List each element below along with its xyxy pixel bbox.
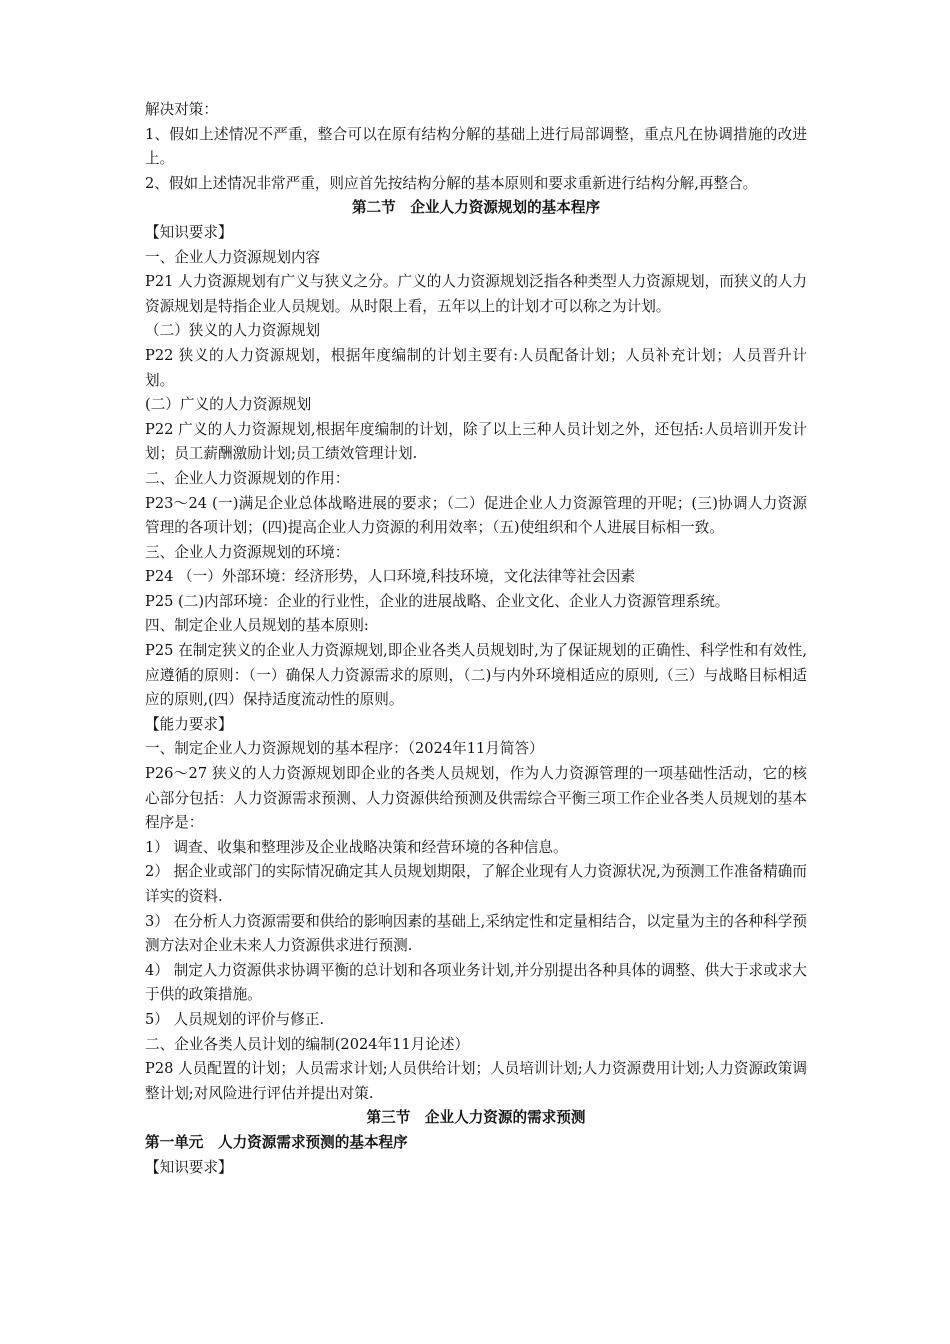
document-page — [145, 98, 807, 1180]
bracket-label: 【知识要求】 — [145, 223, 233, 241]
subheading: （二）狭义的人力资源规划 — [145, 322, 321, 340]
subheading: 四、制定企业人员规划的基本原则: — [145, 617, 369, 635]
subheading: 三、企业人力资源规划的环境： — [145, 543, 350, 561]
list-item: 1） 调查、收集和整理涉及企业战略决策和经营环境的各种信息。 — [145, 838, 568, 856]
subheading: 二、企业人力资源规划的作用： — [145, 469, 350, 487]
text-line: 解决对策： — [145, 101, 218, 118]
list-item: 2） 据企业或部门的实际情况确定其人员规划期限，了解企业现有人力资源状况,为预测工作准备精确而详实的资料. — [145, 863, 807, 905]
text-paragraph: P22 狭义的人力资源规划，根据年度编制的计划主要有:人员配备计划；人员补充计划；人员晋升计划。 — [145, 346, 807, 389]
text-paragraph: P24 （一）外部环境：经济形势，人口环境,科技环境，文化法律等社会因素 — [145, 568, 636, 586]
bracket-label: 【能力要求】 — [145, 715, 233, 733]
list-item: 5） 人员规划的评价与修正. — [145, 1010, 325, 1028]
text-paragraph: P22 广义的人力资源规划,根据年度编制的计划，除了以上三种人员计划之外，还包括:人员培训开发计划；员工薪酬激励计划;员工绩效管理计划. — [145, 420, 807, 463]
list-item: 4） 制定人力资源供求协调平衡的总计划和各项业务计划,并分别提出各种具体的调整、供大于求或求大于供的政策措施。 — [145, 961, 807, 1004]
subheading: 一、企业人力资源规划内容 — [145, 248, 321, 266]
subheading: 二、企业各类人员计划的编制(2024年11月论述） — [145, 1035, 470, 1053]
text-paragraph: P25 在制定狭义的企业人力资源规划,即企业各类人员规划时,为了保证规划的正确性、科学性和有效性,应遵循的原则：（一）确保人力资源需求的原则，（二)与内外环境相适应的原则,（三）与战略目标相适应的原则,(四）保持适度流动性的原则。 — [145, 642, 807, 709]
unit-heading: 第一单元 人力资源需求预测的基本程序 — [145, 1133, 408, 1151]
section-heading: 第二节 企业人力资源规划的基本程序 — [351, 199, 601, 217]
subheading: (二）广义的人力资源规划 — [145, 396, 312, 414]
text-paragraph: P28 人员配置的计划；人员需求计划;人员供给计划；人员培训计划;人力资源费用计划;人力资源政策调整计划;对风险进行评估并提出对策. — [145, 1060, 807, 1102]
subheading: 一、制定企业人力资源规划的基本程序：（2024年11月简答） — [145, 740, 544, 758]
list-item: 3） 在分析人力资源需要和供给的影响因素的基础上,采纳定性和定量相结合，以定量为主的各种科学预测方法对企业未来人力资源供求进行预测. — [145, 912, 807, 955]
bracket-label: 【知识要求】 — [145, 1158, 233, 1176]
text-paragraph: P23～24 (一)满足企业总体战略进展的要求；（二）促进企业人力资源管理的开呢；(三)协调人力资源管理的各项计划；(四)提高企业人力资源的利用效率；（五)使组织和个人进展目标相一致。 — [145, 494, 807, 537]
section-heading: 第三节 企业人力资源的需求预测 — [366, 1109, 586, 1127]
text-paragraph: P25 (二)内部环境：企业的行业性，企业的进展战略、企业文化、企业人力资源管理系统。 — [145, 592, 730, 610]
text-paragraph: P21 人力资源规划有广义与狭义之分。广义的人力资源规划泛指各种类型人力资源规划，而狭义的人力资源规划是特指企业人员规划。从时限上看，五年以上的计划才可以称之为计划。 — [145, 273, 807, 315]
text-paragraph: 1、假如上述情况不严重，整合可以在原有结构分解的基础上进行局部调整，重点凡在协调措施的改进上。 — [145, 125, 807, 168]
text-paragraph: P26～27 狭义的人力资源规划即企业的各类人员规划，作为人力资源管理的一项基础性活动，它的核心部分包括：人力资源需求预测、人力资源供给预测及供需综合平衡三项工作企业各类人员规划的基本程序是： — [145, 765, 807, 832]
text-paragraph: 2、假如上述情况非常严重，则应首先按结构分解的基本原则和要求重新进行结构分解,再整合。 — [145, 174, 758, 192]
